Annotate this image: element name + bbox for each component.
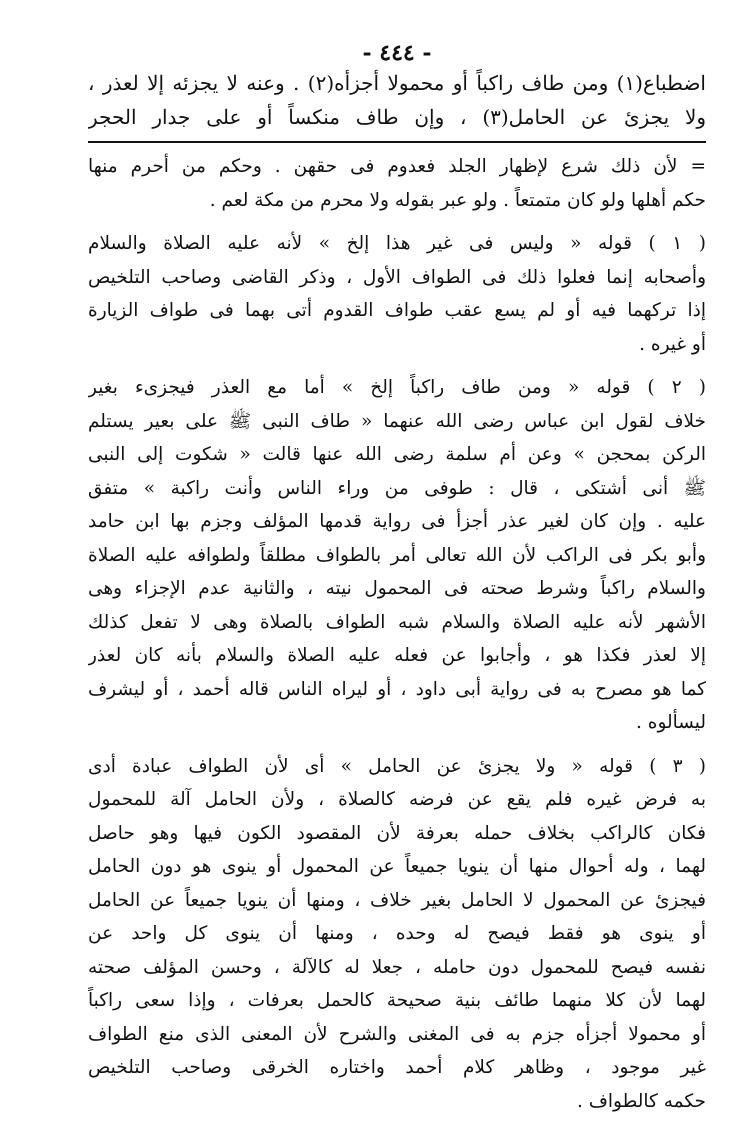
note-line: فيجزئ عن المحمول لا الحامل بغير خلاف ، ومنها أن ينويا جميعاً عن الحامل: [88, 889, 706, 911]
note-line: غير موجود ، وظاهر كلام أحمد واختاره الخرقى وصاحب التلخيص: [88, 1057, 706, 1078]
note-line: خلاف لقول ابن عباس رضى الله عنهما « طاف النبى ﷺ على بعير يستلم: [88, 410, 706, 432]
note-line: فكان كالراكب بخلاف حمله بعرفة لأن المقصود الكون فيها وهو حاصل: [88, 822, 706, 844]
note-line: أو غيره .: [639, 333, 706, 355]
document-page: [88, 0, 706, 1112]
note-line: أو محمولا أجزأه جزم به فى المغنى والشرح لأن المعنى الذى منع الطواف: [88, 1023, 706, 1045]
note-line: ﷺ أنى أشتكى ، قال : طوفى من وراء الناس وأنت راكبة » متفق: [88, 477, 706, 499]
note-line: ( ١ ) قوله « وليس فى غير هذا إلخ » لأنه عليه الصلاة والسلام: [88, 233, 706, 254]
note-line: = لأن ذلك شرع لإظهار الجلد فعدوم فى حقهن . وحكم من أحرم منها: [88, 156, 706, 177]
main-text-line: ولا يجزئ عن الحامل(٣) ، وإن طاف منكساً أو على جدار الحجر: [88, 105, 706, 129]
commentary-notes: [88, 150, 706, 1128]
note-line: ( ٣ ) قوله « ولا يجزئ عن الحامل » أى لأن الطواف عبادة أدى: [88, 755, 706, 777]
note-line: نفسه فيصح للمحمول دون حامله ، جعلا له كالآلة ، وحسن المؤلف صحته: [88, 956, 706, 978]
note-line: أو ينوى هو فقط فيصح له وحده ، ومنها أن ينوى كل واحد عن: [88, 923, 706, 944]
note-3: [88, 750, 706, 1119]
footnote-divider: [88, 141, 706, 143]
note-line: ليسألوه .: [635, 712, 706, 733]
note-line: لهما ، وله أحوال منها أن ينويا جميعاً عن المحمول أو ينوى هو دون الحامل: [88, 856, 706, 877]
note-line: لهما لأن كلا منهما طائف بنية صحيحة كالحمل بعرفات ، وإذا سعى راكباً: [88, 990, 706, 1011]
note-line: إلا لعذر فكذا هو ، وأجابوا عن فعله عليه الصلاة والسلام بأنه كان لعذر: [88, 645, 706, 666]
note-line: والسلام راكباً وشرط صحته فى المحمول نيته ، والثانية عدم الإجزاء وهى: [88, 578, 706, 599]
page-number: - ٤٤٤ -: [362, 40, 432, 66]
note-line: الركن بمحجن » وعن أم سلمة رضى الله عنها قالت « شكوت إلى النبى: [88, 444, 706, 465]
note-1: [88, 227, 706, 361]
note-2: [88, 371, 706, 740]
main-text-line: اضطباع(١) ومن طاف راكباً أو محمولا أجزأه(٢) . وعنه لا يجزئه إلا لعذر ،: [88, 71, 706, 95]
note-line: ( ٢ ) قوله « ومن طاف راكباً إلخ » أما مع العذر فيجزىء بغير: [88, 377, 706, 398]
note-line: عليه . وإن كان لغير عذر أجزأ فى رواية قدمها المؤلف وجزم بها ابن حامد: [88, 511, 706, 532]
note-line: إذا تركهما فيه أو لم يسع عقب طواف القدوم أتى بهما فى طواف الزيارة: [88, 300, 706, 321]
note-line: به فرض غيره فلم يقع عن فرضه كالصلاة ، ولأن الحامل آلة للمحمول: [88, 789, 706, 810]
note-line: وأصحابه إنما فعلوا ذلك فى الطواف الأول ، وذكر القاضى وصاحب التلخيص: [88, 266, 706, 288]
note-line: حكم أهلها ولو كان متمتعاً . ولو عبر بقوله ولا محرم من مكة لعم .: [209, 189, 706, 211]
main-text: [88, 66, 706, 134]
note-line: حكمه كالطواف .: [576, 1090, 706, 1112]
note-line: كما هو مصرح به فى رواية أبى داود ، أو ليراه الناس قاله أحمد ، أو ليشرف: [88, 678, 706, 700]
note-line: الأشهر لأنه عليه الصلاة والسلام شبه الطواف بالصلاة وهى لا تفعل كذلك: [88, 611, 706, 633]
note-continuation: [88, 150, 706, 217]
note-line: وأبو بكر فى الراكب لأن الله تعالى أمر بالطواف مطلقاً ولطوافه عليه الصلاة: [88, 544, 706, 566]
